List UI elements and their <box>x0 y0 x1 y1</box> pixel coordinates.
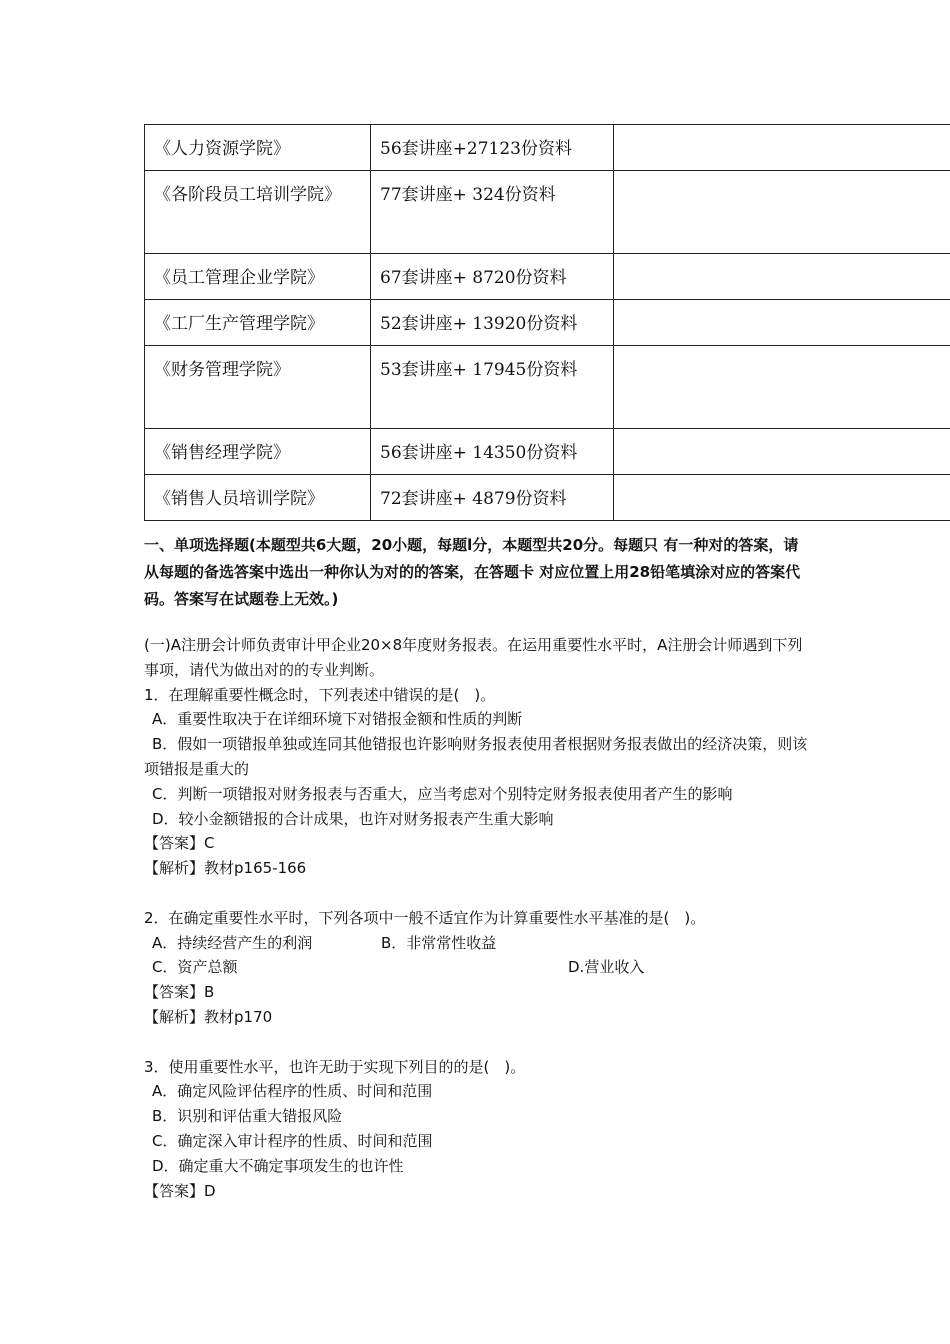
question-3-stem: 3．使用重要性水平，也许无助于实现下列目的的是( )。 <box>144 1057 526 1076</box>
question-3-option-c: C．确定深入审计程序的性质、时间和范围 <box>152 1131 433 1150</box>
catalog-row <box>145 171 950 254</box>
catalog-row <box>145 429 950 475</box>
question-1-option-b: B．假如一项错报单独或连同其他错报也许影响财务报表使用者根据财务报表做出的经济决策，则该项错报是重大的 <box>144 735 808 778</box>
question-2-analysis: 【解析】教材p170 <box>144 1007 273 1026</box>
course-catalog-table <box>144 124 950 521</box>
catalog-note-cell <box>614 125 950 171</box>
question-2-option-b: B．非常常性收益 <box>381 933 497 952</box>
exam-content <box>144 532 810 1203</box>
question-1-stem: 1．在理解重要性概念时，下列表述中错误的是( )。 <box>144 685 496 704</box>
question-2-options-row-2 <box>144 955 810 980</box>
catalog-note-cell <box>614 429 950 475</box>
catalog-name-cell: 《销售人员培训学院》 <box>145 475 371 521</box>
question-2-option-c: C．资产总额 <box>152 958 238 977</box>
catalog-content-cell: 77套讲座+ 324份资料 <box>371 171 614 254</box>
catalog-name-cell: 《财务管理学院》 <box>145 346 371 429</box>
question-2-option-d: D.营业收入 <box>568 958 645 977</box>
case-intro: (一)A注册会计师负责审计甲企业20×8年度财务报表。在运用重要性水平时，A注册会计师遇到下列事项，请代为做出对的的专业判断。 <box>144 636 803 679</box>
question-2-option-a: A．持续经营产生的利润 <box>152 933 313 952</box>
question-3-option-a: A．确定风险评估程序的性质、时间和范围 <box>152 1082 433 1101</box>
catalog-note-cell <box>614 300 950 346</box>
question-1-option-a: A．重要性取决于在详细环境下对错报金额和性质的判断 <box>152 710 523 729</box>
catalog-content-cell: 52套讲座+ 13920份资料 <box>371 300 614 346</box>
question-2-options-row-1 <box>144 931 810 956</box>
catalog-name-cell: 《销售经理学院》 <box>145 429 371 475</box>
question-1-analysis: 【解析】教材p165-166 <box>144 859 307 878</box>
question-3-answer: 【答案】D <box>144 1181 216 1200</box>
catalog-content-cell: 53套讲座+ 17945份资料 <box>371 346 614 429</box>
question-1-option-c: C．判断一项错报对财务报表与否重大，应当考虑对个别特定财务报表使用者产生的影响 <box>152 784 733 803</box>
catalog-row <box>145 125 950 171</box>
catalog-row <box>145 254 950 300</box>
catalog-row <box>145 346 950 429</box>
catalog-note-cell <box>614 171 950 254</box>
catalog-content-cell: 67套讲座+ 8720份资料 <box>371 254 614 300</box>
catalog-row <box>145 300 950 346</box>
question-1-answer: 【答案】C <box>144 834 215 853</box>
question-3-option-b: B．识别和评估重大错报风险 <box>152 1107 343 1126</box>
catalog-name-cell: 《员工管理企业学院》 <box>145 254 371 300</box>
catalog-name-cell: 《各阶段员工培训学院》 <box>145 171 371 254</box>
catalog-note-cell <box>614 254 950 300</box>
catalog-content-cell: 56套讲座+27123份资料 <box>371 125 614 171</box>
catalog-name-cell: 《人力资源学院》 <box>145 125 371 171</box>
question-3-option-d: D．确定重大不确定事项发生的也许性 <box>152 1156 404 1175</box>
question-1-option-d: D．较小金额错报的合计成果，也许对财务报表产生重大影响 <box>152 809 554 828</box>
section-title: 一、单项选择题(本题型共6大题，20小题，每题l分，本题型共20分。每题只 有一种对的答案，请从每题的备选答案中选出一种你认为对的的答案，在答题卡 对应位置上用28铅笔填涂对应的答案代码。答案写在试题卷上无效。) <box>144 536 801 608</box>
catalog-content-cell: 56套讲座+ 14350份资料 <box>371 429 614 475</box>
catalog-note-cell <box>614 475 950 521</box>
catalog-note-cell <box>614 346 950 429</box>
catalog-name-cell: 《工厂生产管理学院》 <box>145 300 371 346</box>
catalog-row <box>145 475 950 521</box>
catalog-content-cell: 72套讲座+ 4879份资料 <box>371 475 614 521</box>
question-2-answer: 【答案】B <box>144 983 215 1002</box>
question-2-stem: 2．在确定重要性水平时，下列各项中一般不适宜作为计算重要性水平基准的是( )。 <box>144 908 706 927</box>
